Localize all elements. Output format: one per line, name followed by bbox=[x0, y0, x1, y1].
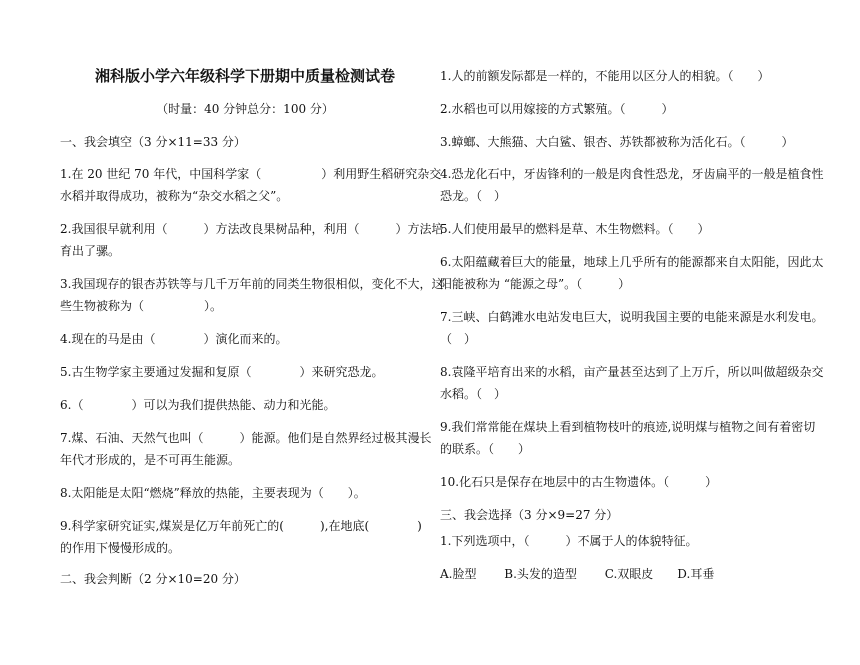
judge-9-line-2: 的联系。（ ） bbox=[440, 442, 531, 456]
section-heading-choice: 三、我会选择（3 分×9=27 分） bbox=[440, 508, 619, 522]
choice-1: 1.下列选项中，（ ）不属于人的体貌特征。 bbox=[440, 534, 698, 548]
judge-8-line-1: 8.袁隆平培育出来的水稻，亩产量甚至达到了上万斤，所以叫做超级杂交 bbox=[440, 365, 824, 379]
judge-6-line-1: 6.太阳蕴藏着巨大的能量，地球上几乎所有的能源都来自太阳能，因此太 bbox=[440, 255, 824, 269]
question-9-line-2: 的作用下慢慢形成的。 bbox=[60, 541, 181, 555]
exam-title: 湘科版小学六年级科学下册期中质量检测试卷 bbox=[94, 67, 395, 85]
question-3-line-2: 些生物被称为（ ）。 bbox=[60, 299, 223, 313]
question-6: 6.（ ）可以为我们提供热能、动力和光能。 bbox=[60, 398, 336, 412]
judge-10: 10.化石只是保存在地层中的古生物遗体。（ ） bbox=[440, 475, 718, 489]
question-1-line-1: 1.在 20 世纪 70 年代，中国科学家（ ）利用野生稻研究杂交 bbox=[60, 167, 442, 181]
question-5: 5.古生物学家主要通过发掘和复原（ ）来研究恐龙。 bbox=[60, 365, 384, 379]
question-1-line-2: 水稻并取得成功，被称为“杂交水稻之父”。 bbox=[60, 189, 289, 203]
section-heading-fill-blank: 一、我会填空（3 分×11=33 分） bbox=[60, 135, 246, 149]
judge-4-line-1: 4.恐龙化石中，牙齿锋利的一般是肉食性恐龙，牙齿扁平的一般是植食性 bbox=[440, 167, 824, 181]
question-2-line-1: 2.我国很早就利用（ ）方法改良果树品种，利用（ ）方法培 bbox=[60, 222, 444, 236]
judge-7-line-2: （ ） bbox=[440, 332, 477, 346]
question-3-line-1: 3.我国现存的银杏苏铁等与几千万年前的同类生物很相似，变化不大，这 bbox=[60, 277, 444, 291]
judge-9-line-1: 9.我们常常能在煤块上看到植物枝叶的痕迹,说明煤与植物之间有着密切 bbox=[440, 420, 816, 434]
section-heading-judge: 二、我会判断（2 分×10=20 分） bbox=[60, 572, 246, 586]
question-7-line-2: 年代才形成的，是不可再生能源。 bbox=[60, 453, 241, 467]
judge-3: 3.蟑螂、大熊猫、大白鲨、银杏、苏铁都被称为活化石。（ ） bbox=[440, 135, 794, 149]
question-2-line-2: 育出了骡。 bbox=[60, 244, 121, 258]
judge-7-line-1: 7.三峡、白鹤滩水电站发电巨大，说明我国主要的电能来源是水利发电。 bbox=[440, 310, 824, 324]
question-8: 8.太阳能是太阳“燃烧”释放的热能，主要表现为（ ）。 bbox=[60, 486, 366, 500]
judge-8-line-2: 水稻。（ ） bbox=[440, 387, 507, 401]
question-7-line-1: 7.煤、石油、天然气也叫（ ）能源。他们是自然界经过极其漫长 bbox=[60, 431, 432, 445]
judge-1: 1.人的前额发际都是一样的，不能用以区分人的相貌。（ ） bbox=[440, 69, 770, 83]
judge-2: 2.水稻也可以用嫁接的方式繁殖。（ ） bbox=[440, 102, 674, 116]
choice-1-options: A.脸型 B.头发的造型 C.双眼皮 D.耳垂 bbox=[440, 567, 715, 581]
question-9-line-1: 9.科学家研究证实,煤炭是亿万年前死亡的( ),在地底( ) bbox=[60, 519, 422, 533]
judge-4-line-2: 恐龙。（ ） bbox=[440, 189, 507, 203]
question-4: 4.现在的马是由（ ）演化而来的。 bbox=[60, 332, 288, 346]
exam-subtitle: （时量：40 分钟总分：100 分） bbox=[156, 102, 334, 116]
judge-5: 5.人们使用最早的燃料是草、木生物燃料。（ ） bbox=[440, 222, 710, 236]
judge-6-line-2: 阳能被称为 “能源之母”。（ ） bbox=[440, 277, 631, 291]
